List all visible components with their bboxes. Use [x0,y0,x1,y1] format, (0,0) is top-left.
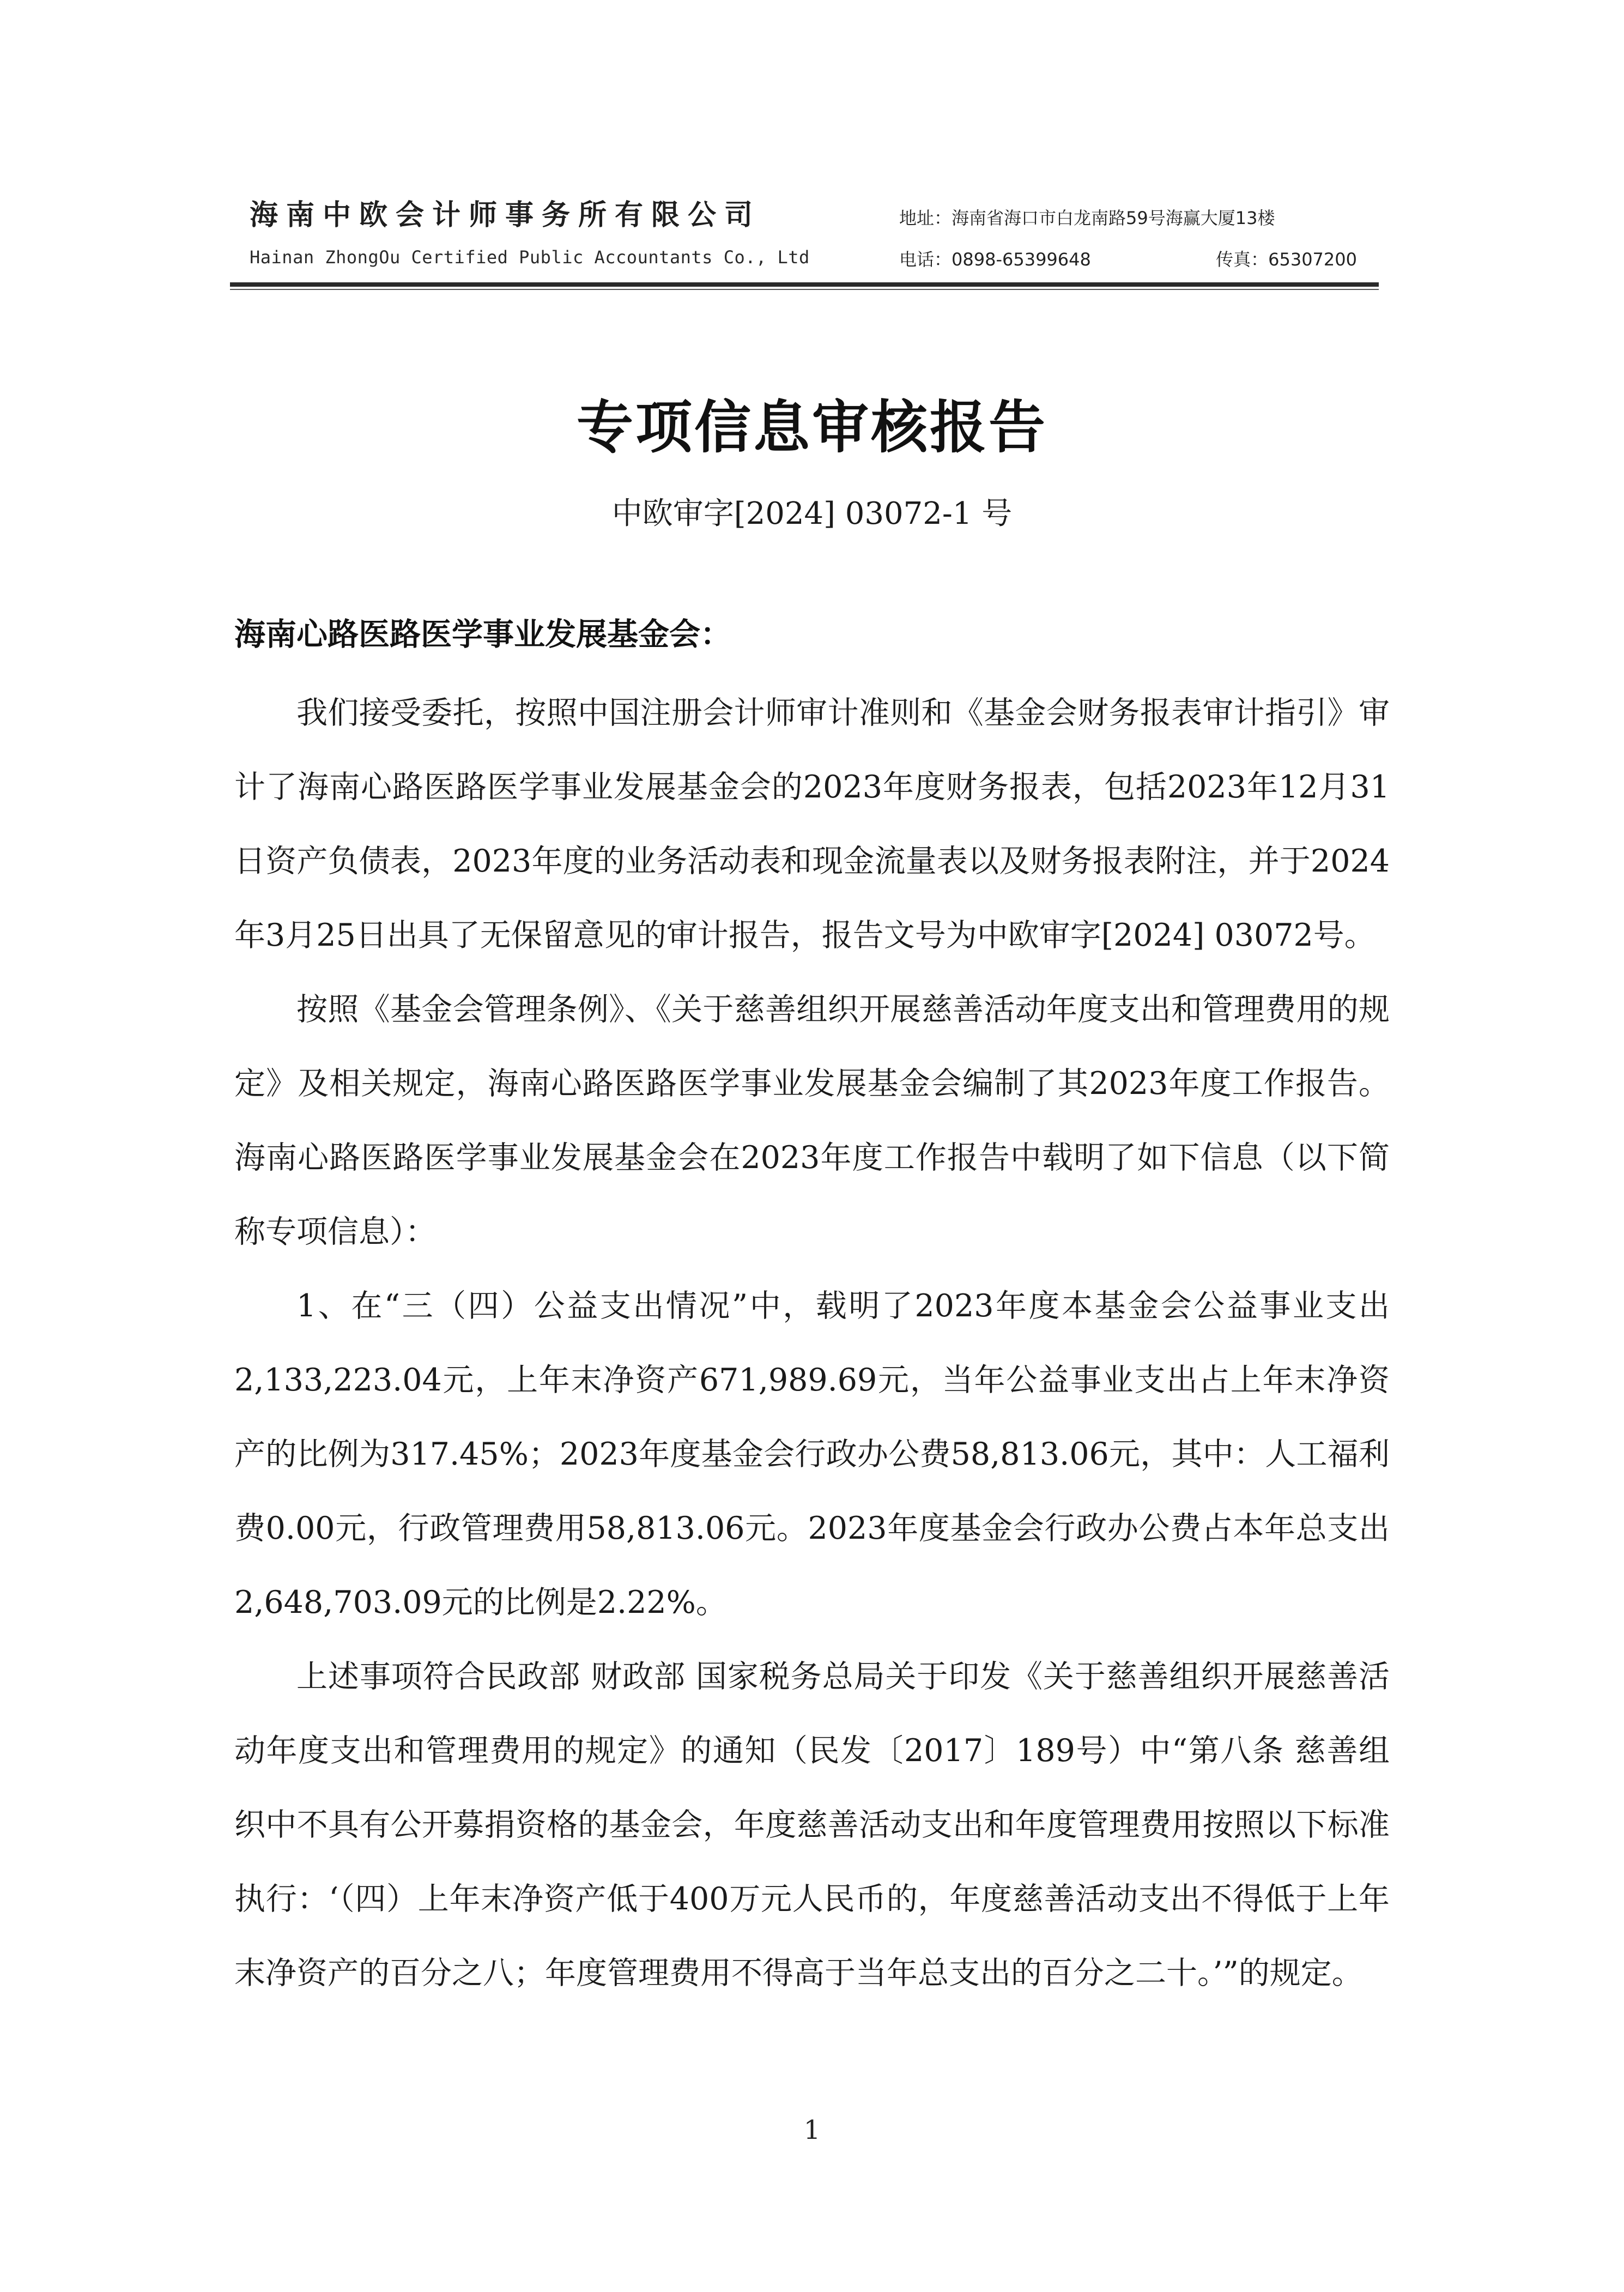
letterhead-divider-thin [230,289,1379,290]
paragraph-engagement: 我们接受委托，按照中国注册会计师审计准则和《基金会财务报表审计指引》审计了海南心路医路医学事业发展基金会的2023年度财务报表，包括2023年12月31日资产负债表，2023年度的业务活动表和现金流量表以及财务报表附注，并于2024年3月25日出具了无保留意见的审计报告，报告文号为中欧审字[2024] 03072号。 [234,695,1390,953]
letterhead-contact [899,204,1357,268]
firm-phone: 电话：0898-65399648 [899,249,1091,270]
paragraph-basis: 按照《基金会管理条例》、《关于慈善组织开展慈善活动年度支出和管理费用的规定》及相关规定，海南心路医路医学事业发展基金会编制了其2023年度工作报告。海南心路医路医学事业发展基金会在2023年度工作报告中载明了如下信息（以下简称专项信息）： [234,991,1390,1250]
paragraph-special-info: 1、在“三（四）公益支出情况”中，载明了2023年度本基金会公益事业支出2,133,223.04元，上年末净资产671,989.69元，当年公益事业支出占上年末净资产的比例为317.45%；2023年度基金会行政办公费58,813.06元，其中：人工福利费0.00元，行政管理费用58,813.06元。2023年度基金会行政办公费占本年总支出2,648,703.09元的比例是2.22%。 [234,1288,1390,1620]
letterhead-divider [230,282,1379,287]
firm-name-en: Hainan ZhongOu Certified Public Accountants Co., Ltd [250,247,810,268]
report-body [234,676,1390,2010]
letterhead-firm [250,192,849,268]
report-title: 专项信息审核报告 [576,394,1047,461]
firm-fax: 传真：65307200 [1216,249,1357,270]
firm-phone-fax-row [899,246,1357,268]
addressee: 海南心路医路医学事业发展基金会： [234,616,731,652]
page-number: 1 [803,2115,821,2145]
firm-address: 地址：海南省海口市白龙南路59号海赢大厦13楼 [899,208,1275,228]
firm-name-cn: 海南中欧会计师事务所有限公司 [250,199,761,232]
document-number: 中欧审字[2024] 03072-1 号 [611,496,1013,531]
paragraph-compliance: 上述事项符合民政部 财政部 国家税务总局关于印发《关于慈善组织开展慈善活动年度支出和管理费用的规定》的通知（民发〔2017〕189号）中“第八条 慈善组织中不具有公开募捐资格的基金会，年度慈善活动支出和年度管理费用按照以下标准执行：‘（四）上年末净资产低于400万元人民币的，年度慈善活动支出不得低于上年末净资产的百分之八；年度管理费用不得高于当年总支出的百分之二十。’”的规定。 [234,1659,1390,1991]
